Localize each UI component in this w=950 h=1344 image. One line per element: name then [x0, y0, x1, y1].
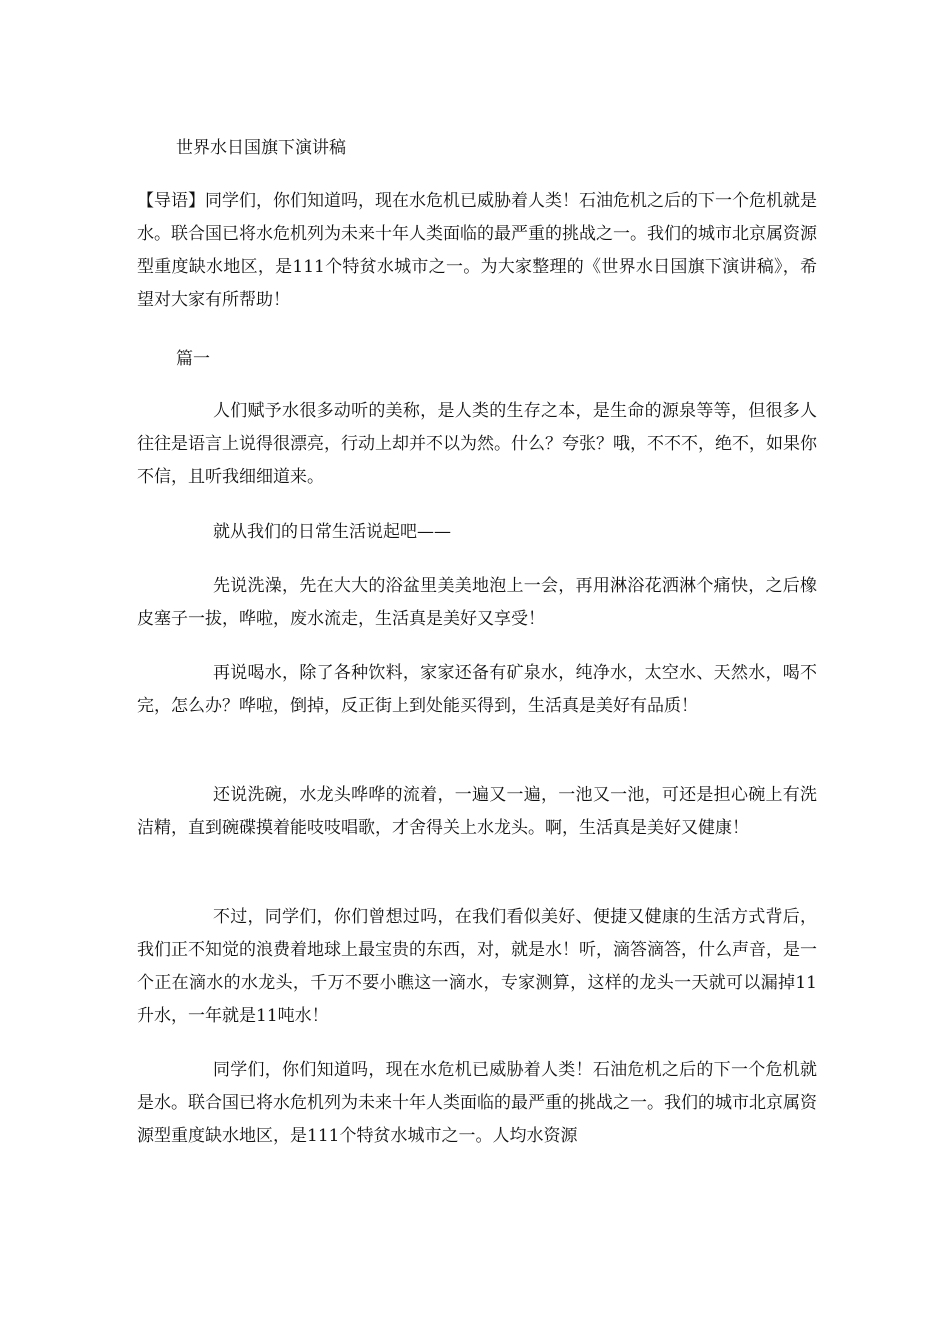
body-paragraph: 就从我们的日常生活说起吧—— — [213, 522, 451, 542]
body-paragraph: 先说洗澡，先在大大的浴盆里美美地泡上一会，再用淋浴花洒淋个痛快，之后橡皮塞子一拔，哗啦，废水流走，生活真是美好又享受！ — [137, 576, 817, 629]
document-title: 世界水日国旗下演讲稿 — [176, 138, 346, 158]
intro-paragraph: 【导语】同学们，你们知道吗，现在水危机已威胁着人类！石油危机之后的下一个危机就是水。联合国已将水危机列为未来十年人类面临的最严重的挑战之一。我们的城市北京属资源型重度缺水地区，是111个特贫水城市之一。为大家整理的《世界水日国旗下演讲稿》，希望对大家有所帮助！ — [137, 191, 817, 310]
body-paragraph: 同学们，你们知道吗，现在水危机已威胁着人类！石油危机之后的下一个危机就是水。联合国已将水危机列为未来十年人类面临的最严重的挑战之一。我们的城市北京属资源型重度缺水地区，是111个特贫水城市之一。人均水资源 — [137, 1060, 817, 1146]
body-paragraph: 还说洗碗，水龙头哗哗的流着，一遍又一遍，一池又一池，可还是担心碗上有洗洁精，直到碗碟摸着能吱吱唱歌，才舍得关上水龙头。啊，生活真是美好又健康！ — [137, 785, 817, 838]
body-paragraph: 再说喝水，除了各种饮料，家家还备有矿泉水，纯净水，太空水、天然水，喝不完，怎么办？哗啦，倒掉，反正街上到处能买得到，生活真是美好有品质！ — [137, 663, 817, 716]
section-label: 篇一 — [176, 349, 210, 369]
body-paragraph: 人们赋予水很多动听的美称，是人类的生存之本，是生命的源泉等等，但很多人往往是语言上说得很漂亮，行动上却并不以为然。什么？夸张？哦，不不不，绝不，如果你不信，且听我细细道来。 — [137, 401, 817, 487]
body-paragraph: 不过，同学们，你们曾想过吗，在我们看似美好、便捷又健康的生活方式背后，我们正不知觉的浪费着地球上最宝贵的东西，对，就是水！听，滴答滴答，什么声音，是一个正在滴水的水龙头，千万不要小瞧这一滴水，专家测算，这样的龙头一天就可以漏掉11升水，一年就是11吨水！ — [137, 907, 817, 1026]
